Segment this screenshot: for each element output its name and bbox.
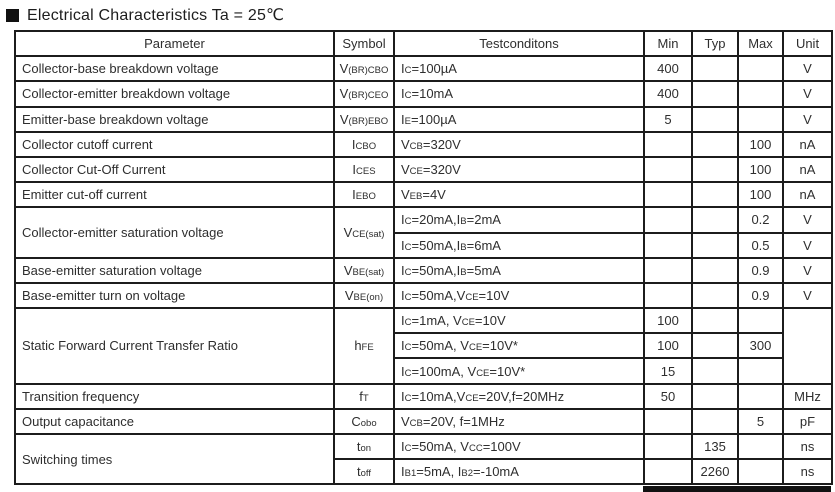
table-cell: IB1=5mA, IB2=-10mA <box>394 459 644 484</box>
column-header-testconditions: Testconditons <box>394 31 644 56</box>
table-cell: pF <box>783 409 832 434</box>
table-cell: V(BR)CEO <box>334 81 394 106</box>
table-cell <box>738 434 783 459</box>
table-cell: IC=1mA, VCE=10V <box>394 308 644 333</box>
table-cell: hFE <box>334 308 394 384</box>
table-row <box>15 56 832 81</box>
table-row <box>15 182 832 207</box>
table-cell: VCE(sat) <box>334 207 394 257</box>
table-cell <box>738 459 783 484</box>
table-cell: Switching times <box>15 434 334 484</box>
table-cell: IC=10mA <box>394 81 644 106</box>
table-cell <box>644 207 692 232</box>
table-cell <box>692 233 738 258</box>
table-cell: IC=20mA,IB=2mA <box>394 207 644 232</box>
table-cell: 100 <box>738 182 783 207</box>
table-cell: V <box>783 56 832 81</box>
table-cell: Cobo <box>334 409 394 434</box>
table-cell <box>738 308 783 333</box>
table-cell <box>738 384 783 409</box>
table-cell: VCB=320V <box>394 132 644 157</box>
table-cell: 15 <box>644 358 692 383</box>
table-cell: 2260 <box>692 459 738 484</box>
table-cell <box>692 157 738 182</box>
table-cell: 400 <box>644 56 692 81</box>
table-cell: VCB=20V, f=1MHz <box>394 409 644 434</box>
table-cell: IC=50mA, VCC=100V <box>394 434 644 459</box>
table-cell: 0.9 <box>738 283 783 308</box>
table-cell: IC=50mA,IB=6mA <box>394 233 644 258</box>
table-cell: 400 <box>644 81 692 106</box>
table-cell: Emitter cut-off current <box>15 182 334 207</box>
table-cell: V <box>783 283 832 308</box>
table-row <box>15 434 832 459</box>
table-cell <box>644 434 692 459</box>
table-cell: VBE(sat) <box>334 258 394 283</box>
table-cell <box>644 459 692 484</box>
column-header-min: Min <box>644 31 692 56</box>
table-cell: ICES <box>334 157 394 182</box>
table-row <box>15 384 832 409</box>
column-header-symbol: Symbol <box>334 31 394 56</box>
table-cell <box>692 384 738 409</box>
table-row <box>15 258 832 283</box>
table-row <box>15 81 832 106</box>
table-cell: IC=50mA, VCE=10V* <box>394 333 644 358</box>
table-cell <box>692 258 738 283</box>
table-row <box>15 409 832 434</box>
table-cell: Static Forward Current Transfer Ratio <box>15 308 334 384</box>
table-row <box>15 308 832 333</box>
table-cell: Base-emitter turn on voltage <box>15 283 334 308</box>
table-cell <box>783 308 832 384</box>
table-cell: IC=10mA,VCE=20V,f=20MHz <box>394 384 644 409</box>
column-header-max: Max <box>738 31 783 56</box>
table-cell: IE=100µA <box>394 107 644 132</box>
table-cell: VCE=320V <box>394 157 644 182</box>
table-cell: toff <box>334 459 394 484</box>
table-cell: 5 <box>644 107 692 132</box>
column-header-typ: Typ <box>692 31 738 56</box>
table-cell <box>692 409 738 434</box>
table-cell <box>644 409 692 434</box>
table-cell: VBE(on) <box>334 283 394 308</box>
table-row <box>15 107 832 132</box>
table-body <box>15 56 832 484</box>
table-header <box>15 31 832 56</box>
table-cell: Base-emitter saturation voltage <box>15 258 334 283</box>
table-cell: 100 <box>644 308 692 333</box>
table-cell <box>692 81 738 106</box>
section-header <box>6 4 284 26</box>
table-cell: 100 <box>738 157 783 182</box>
table-cell: Output capacitance <box>15 409 334 434</box>
table-cell: V(BR)CBO <box>334 56 394 81</box>
table-cell <box>738 81 783 106</box>
table-cell: 300 <box>738 333 783 358</box>
table-cell: V <box>783 81 832 106</box>
table-cell: 0.5 <box>738 233 783 258</box>
table-cell: IC=100µA <box>394 56 644 81</box>
table-cell <box>644 132 692 157</box>
table-cell <box>692 132 738 157</box>
table-cell <box>692 283 738 308</box>
table-row <box>15 207 832 232</box>
table-cell <box>692 333 738 358</box>
section-marker-icon <box>6 9 19 22</box>
table-cell <box>692 207 738 232</box>
table-cell <box>692 56 738 81</box>
table-cell: V <box>783 258 832 283</box>
table-cell: Collector cutoff current <box>15 132 334 157</box>
column-header-parameter: Parameter <box>15 31 334 56</box>
table-cell: Collector-emitter saturation voltage <box>15 207 334 257</box>
table-cell <box>644 182 692 207</box>
table-cell <box>644 258 692 283</box>
table-row <box>15 157 832 182</box>
table-row <box>15 132 832 157</box>
table-cell <box>644 233 692 258</box>
table-cell: Collector-emitter breakdown voltage <box>15 81 334 106</box>
table-cell: ns <box>783 459 832 484</box>
table-cell: fT <box>334 384 394 409</box>
table-cell: Collector-base breakdown voltage <box>15 56 334 81</box>
table-cell: 135 <box>692 434 738 459</box>
table-cell: Transition frequency <box>15 384 334 409</box>
table-cell: V <box>783 107 832 132</box>
table-cutoff-bar <box>643 486 831 492</box>
header-row <box>15 31 832 56</box>
table-cell: V <box>783 233 832 258</box>
table-cell: 100 <box>644 333 692 358</box>
table-cell: 100 <box>738 132 783 157</box>
table-cell <box>738 56 783 81</box>
table-cell: 0.2 <box>738 207 783 232</box>
table-cell: IEBO <box>334 182 394 207</box>
table-cell: nA <box>783 157 832 182</box>
table-cell: IC=100mA, VCE=10V* <box>394 358 644 383</box>
section-title: Electrical Characteristics Ta = 25℃ <box>27 7 285 24</box>
table-cell: VEB=4V <box>394 182 644 207</box>
table-cell <box>692 182 738 207</box>
table-cell: V(BR)EBO <box>334 107 394 132</box>
table-cell <box>738 107 783 132</box>
table-cell <box>692 308 738 333</box>
table-cell: nA <box>783 182 832 207</box>
table-cell: 0.9 <box>738 258 783 283</box>
table-cell: IC=50mA,IB=5mA <box>394 258 644 283</box>
table-cell: ton <box>334 434 394 459</box>
table-cell <box>644 157 692 182</box>
table-cell <box>692 107 738 132</box>
table-cell: nA <box>783 132 832 157</box>
column-header-unit: Unit <box>783 31 832 56</box>
table-cell: Collector Cut-Off Current <box>15 157 334 182</box>
table-cell: V <box>783 207 832 232</box>
table-cell <box>738 358 783 383</box>
table-cell: ICBO <box>334 132 394 157</box>
table-row <box>15 283 832 308</box>
table-cell: Emitter-base breakdown voltage <box>15 107 334 132</box>
table-cell: IC=50mA,VCE=10V <box>394 283 644 308</box>
table-cell: 50 <box>644 384 692 409</box>
table-cell <box>644 283 692 308</box>
table-cell: ns <box>783 434 832 459</box>
table-cell: 5 <box>738 409 783 434</box>
electrical-characteristics-table <box>14 30 833 485</box>
table-cell <box>692 358 738 383</box>
table-cell: MHz <box>783 384 832 409</box>
